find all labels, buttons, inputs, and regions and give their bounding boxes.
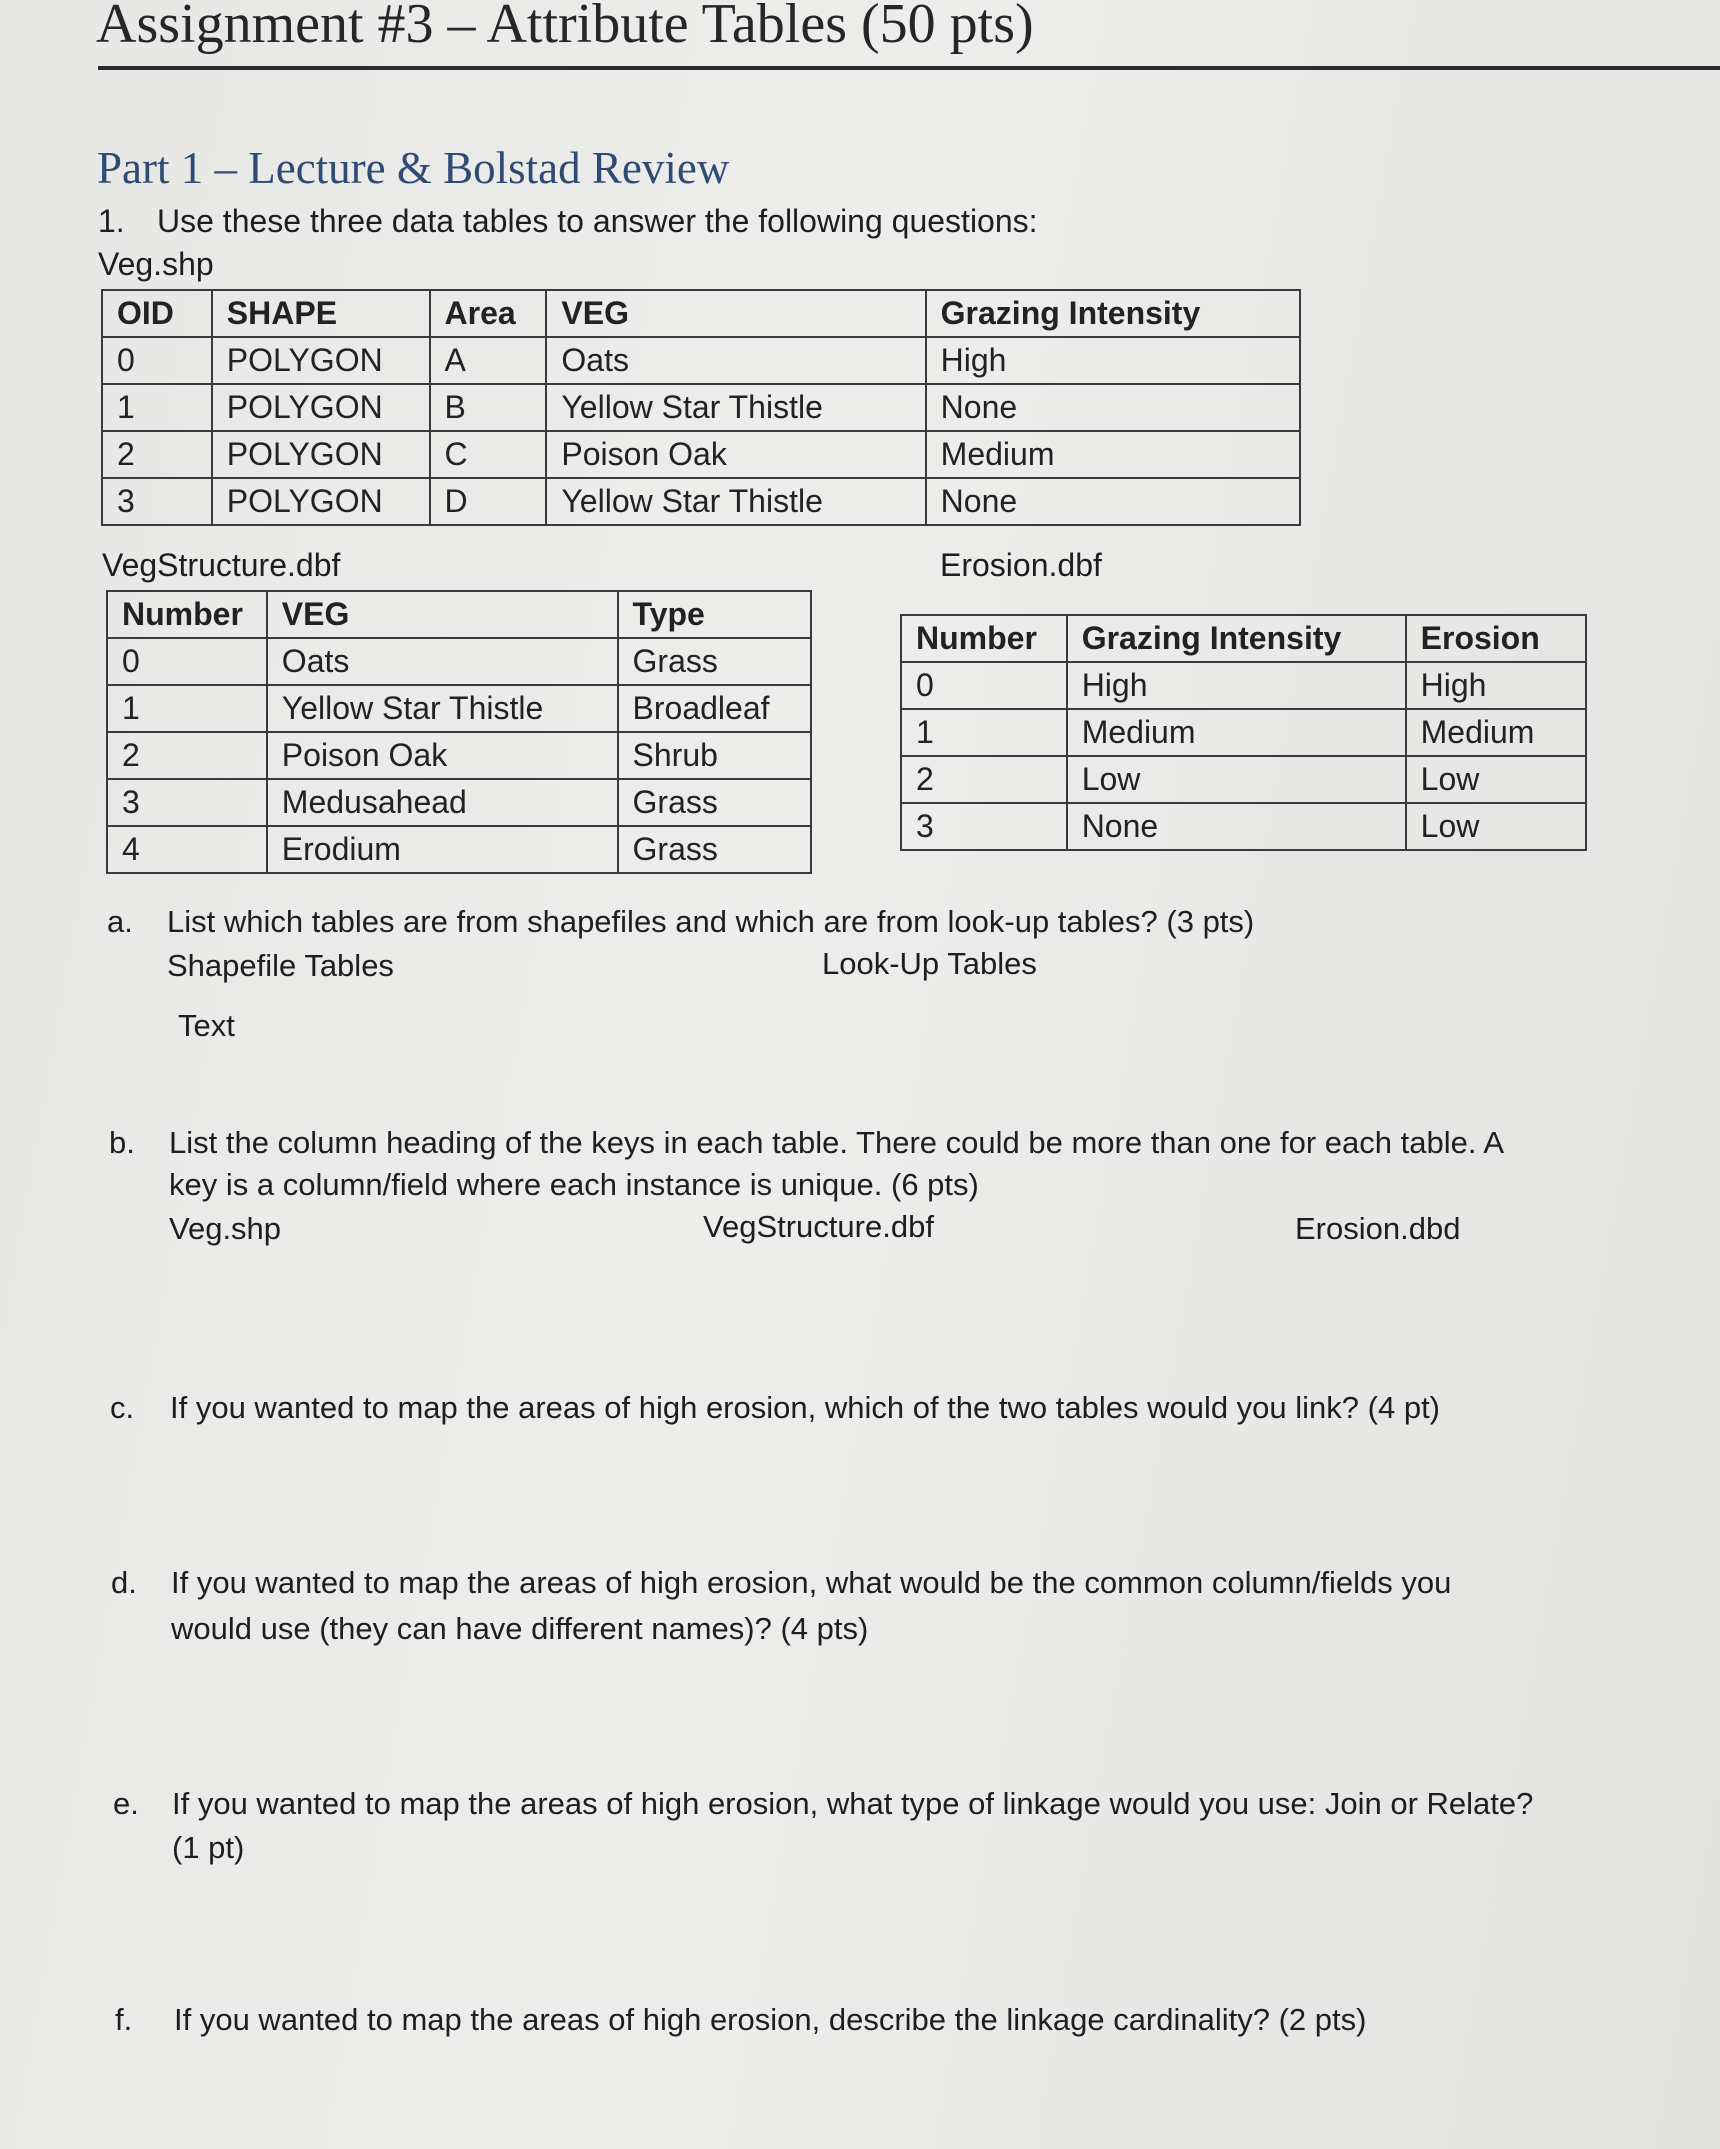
table-cell: Poison Oak [267,732,618,779]
header-cell: Number [107,591,267,638]
table-cell: B [430,384,547,431]
header-cell: Type [618,591,811,638]
table-cell: 3 [901,803,1067,850]
table-cell: 0 [102,337,212,384]
table-cell: 2 [102,431,212,478]
table-cell: 4 [107,826,267,873]
header-cell: Erosion [1406,615,1586,662]
table-cell: POLYGON [212,384,430,431]
question-c-text: If you wanted to map the areas of high erosion, which of the two tables would you link? (4 pt) [170,1390,1441,1425]
table-cell: POLYGON [212,431,430,478]
table-cell: 1 [102,384,212,431]
table-cell: Grass [618,638,811,685]
table-row [107,732,811,779]
table-cell: Yellow Star Thistle [267,685,618,732]
question-e-marker: e. [113,1786,139,1821]
question-b-col-erosion: Erosion.dbd [1295,1211,1461,1246]
table-cell: Shrub [618,732,811,779]
vegstructure-table [106,590,812,874]
table-cell: 0 [107,638,267,685]
intro-number: 1. [98,203,125,239]
table-cell: Low [1406,756,1586,803]
table-cell: Broadleaf [618,685,811,732]
table-cell: Medium [1067,709,1406,756]
table-row [901,662,1586,709]
table-cell: Yellow Star Thistle [546,384,925,431]
table-cell: Oats [546,337,925,384]
question-f-marker: f. [115,2002,133,2037]
question-d-marker: d. [111,1565,137,1600]
table-row [901,803,1586,850]
table-cell: POLYGON [212,337,430,384]
table-cell: 3 [107,779,267,826]
question-b-marker: b. [109,1125,135,1160]
title-underline [98,66,1720,70]
intro-text: Use these three data tables to answer the following questions: [157,203,1038,239]
table-cell: Yellow Star Thistle [546,478,925,525]
part-heading: Part 1 – Lecture & Bolstad Review [97,143,730,193]
page-title: Assignment #3 – Attribute Tables (50 pts) [96,0,1034,55]
table-row [901,709,1586,756]
table-header-row [102,290,1300,337]
header-cell: OID [102,290,212,337]
table-cell: A [430,337,547,384]
header-cell: Number [901,615,1067,662]
veg-table [101,289,1301,526]
header-cell: SHAPE [212,290,430,337]
table-cell: Medusahead [267,779,618,826]
question-a-col-shapefile: Shapefile Tables [167,948,394,983]
table-cell: 1 [107,685,267,732]
table-cell: None [1067,803,1406,850]
table-cell: C [430,431,547,478]
table-cell: Low [1067,756,1406,803]
question-d-line1: If you wanted to map the areas of high erosion, what would be the common column/fields you [171,1565,1452,1600]
table-cell: High [926,337,1300,384]
question-c-marker: c. [110,1390,135,1425]
table-cell: 2 [107,732,267,779]
table-cell: Medium [926,431,1300,478]
table-row [102,478,1300,525]
header-cell: Area [430,290,547,337]
table-row [102,431,1300,478]
question-b-line1: List the column heading of the keys in each table. There could be more than one for each table. A [169,1125,1505,1160]
header-cell: Grazing Intensity [1067,615,1406,662]
table-row [107,685,811,732]
table-cell: 0 [901,662,1067,709]
table-cell: POLYGON [212,478,430,525]
table-cell: Erodium [267,826,618,873]
table-cell: D [430,478,547,525]
table-cell: High [1067,662,1406,709]
table-cell: 3 [102,478,212,525]
table-header-row [901,615,1586,662]
question-e-line1: If you wanted to map the areas of high erosion, what type of linkage would you use: Join or Relate? [172,1786,1534,1821]
table-header-row [107,591,811,638]
vegstructure-table-caption: VegStructure.dbf [102,547,341,583]
table-row [102,337,1300,384]
header-cell: Grazing Intensity [926,290,1300,337]
question-a-marker: a. [107,904,133,939]
erosion-table [900,614,1587,851]
question-f-text: If you wanted to map the areas of high erosion, describe the linkage cardinality? (2 pts) [174,2002,1367,2037]
table-cell: None [926,478,1300,525]
header-cell: VEG [267,591,618,638]
question-e-line2: (1 pt) [172,1830,245,1865]
table-cell: Medium [1406,709,1586,756]
table-row [901,756,1586,803]
question-a-col-lookup: Look-Up Tables [822,946,1037,981]
veg-table-caption: Veg.shp [98,246,214,282]
erosion-table-caption: Erosion.dbf [940,547,1102,583]
question-a-text: List which tables are from shapefiles and which are from look-up tables? (3 pts) [167,904,1255,939]
table-cell: None [926,384,1300,431]
table-cell: Low [1406,803,1586,850]
table-cell: 2 [901,756,1067,803]
table-cell: 1 [901,709,1067,756]
question-a-answer-field[interactable]: Text [178,1008,235,1043]
table-cell: Oats [267,638,618,685]
header-cell: VEG [546,290,925,337]
table-cell: Grass [618,779,811,826]
table-row [102,384,1300,431]
table-row [107,779,811,826]
table-row [107,638,811,685]
table-cell: Grass [618,826,811,873]
table-cell: Poison Oak [546,431,925,478]
question-b-line2: key is a column/field where each instance is unique. (6 pts) [169,1167,979,1202]
question-d-line2: would use (they can have different names)? (4 pts) [171,1611,869,1646]
table-row [107,826,811,873]
table-cell: High [1406,662,1586,709]
question-b-col-veg: Veg.shp [169,1211,282,1246]
question-b-col-vegstructure: VegStructure.dbf [703,1209,934,1244]
